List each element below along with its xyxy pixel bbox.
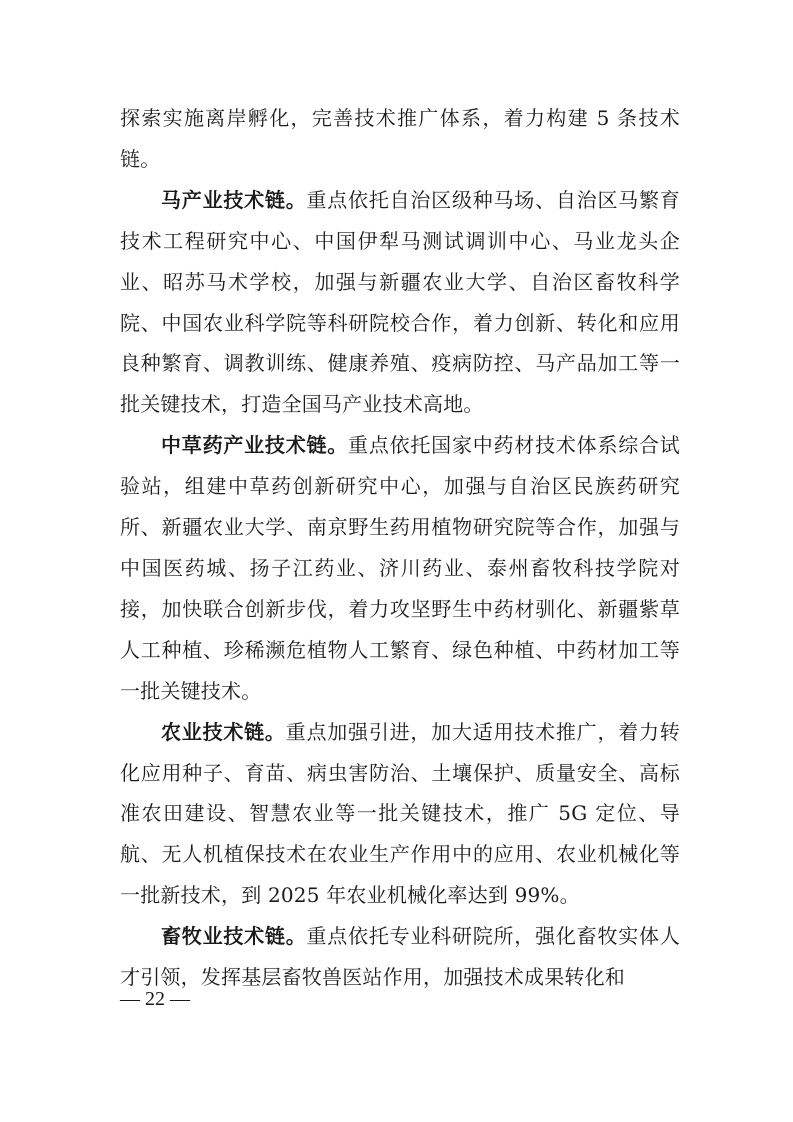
paragraph-text: 重点加强引进，加大适用技术推广，着力转化应用种子、育苗、病虫害防治、土壤保护、质量安全、高标准农田建设、智慧农业等一批关键技术，推广 5G 定位、导航、无人机植保技术在农业生产作用中的应用、农业机械化等一批新技术，到 2025 年农业机械化率达到 99%。 — [120, 719, 680, 908]
paragraph-animal-husbandry — [120, 916, 680, 998]
paragraph-continuation — [120, 98, 680, 180]
paragraph-horse-industry — [120, 180, 680, 425]
paragraph-text: 探索实施离岸孵化，完善技术推广体系，着力构建 5 条技术链。 — [120, 106, 680, 171]
paragraph-text: 重点依托专业科研院所，强化畜牧实体人才引领，发挥基层畜牧兽医站作用，加强技术成果转化和 — [120, 924, 680, 990]
paragraph-heading: 马产业技术链。 — [161, 187, 307, 212]
paragraph-text: 重点依托国家中药材技术体系综合试验站，组建中草药创新研究中心，加强与自治区民族药研究所、新疆农业大学、南京野生药用植物研究院等合作，加强与中国医药城、扬子江药业、济川药业、泰州畜牧科技学院对接，加快联合创新步伐，着力攻坚野生中药材驯化、新疆紫草人工种植、珍稀濒危植物人工繁育、绿色种植、中药材加工等一批关键技术。 — [120, 433, 680, 703]
paragraph-text: 重点依托自治区级种马场、自治区马繁育技术工程研究中心、中国伊犁马测试调训中心、马业龙头企业、昭苏马术学校，加强与新疆农业大学、自治区畜牧科学院、中国农业科学院等科研院校合作，着力创新、转化和应用良种繁育、调教训练、健康养殖、疫病防控、马产品加工等一批关键技术，打造全国马产业技术高地。 — [120, 187, 680, 417]
paragraph-agriculture — [120, 712, 680, 917]
body-text — [120, 98, 680, 998]
paragraph-heading: 农业技术链。 — [161, 719, 286, 744]
page-number: — 22 — — [120, 988, 190, 1010]
paragraph-heading: 中草药产业技术链。 — [161, 433, 349, 458]
paragraph-herbal-medicine — [120, 425, 680, 711]
paragraph-heading: 畜牧业技术链。 — [161, 924, 307, 949]
